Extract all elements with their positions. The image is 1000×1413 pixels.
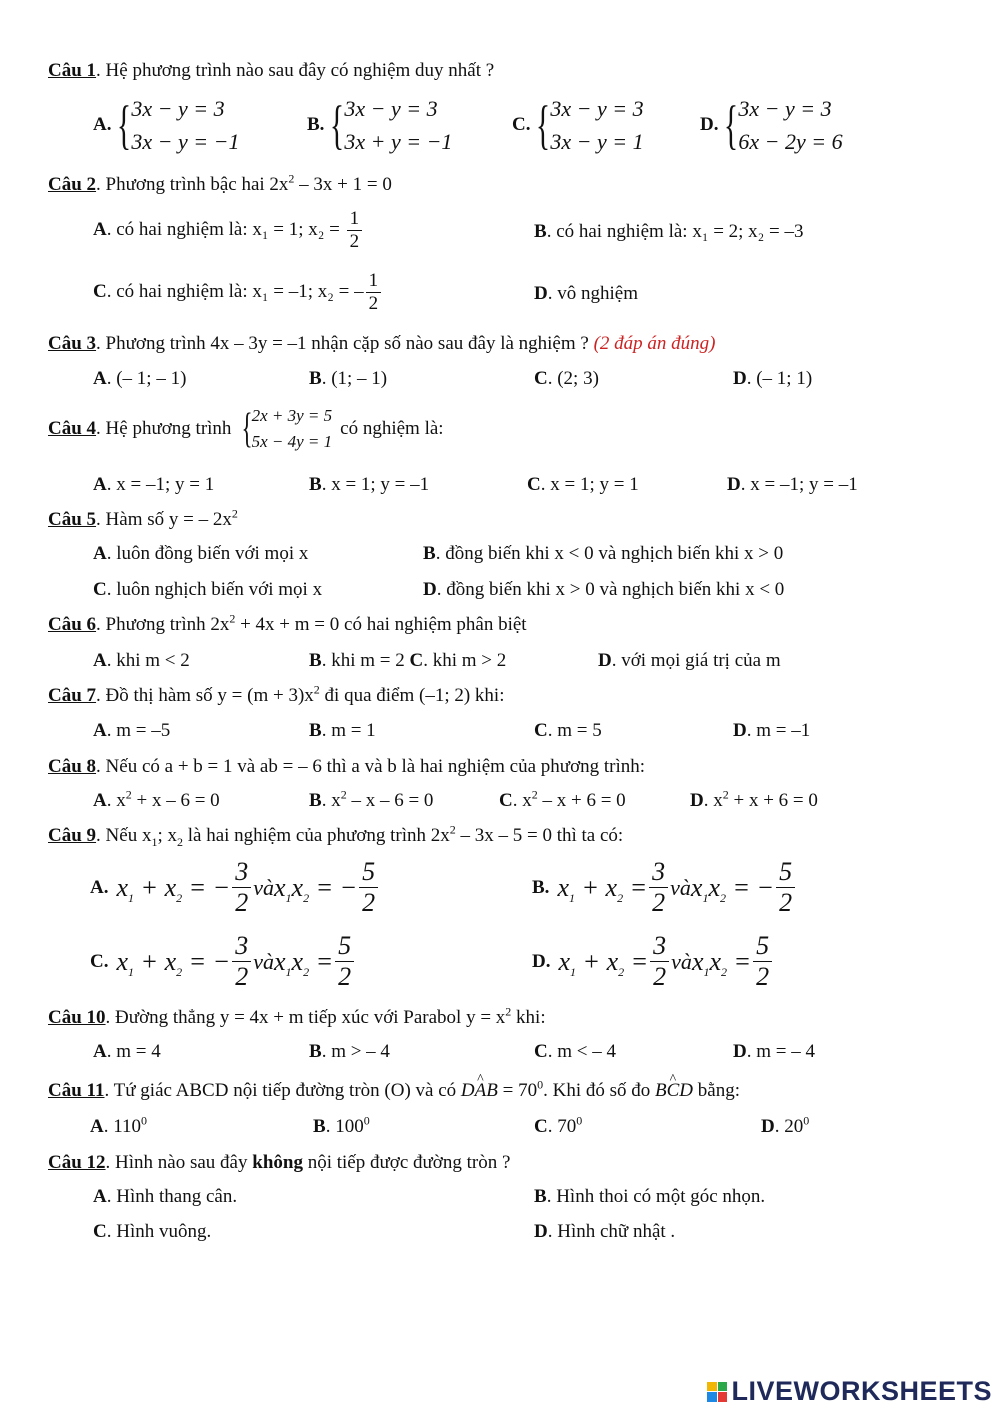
question-7 xyxy=(48,682,505,707)
question-text: – 3x + 1 = 0 xyxy=(294,174,392,195)
option-text: . khi m > 2 xyxy=(423,650,507,671)
fraction xyxy=(347,208,363,253)
brace-icon: { xyxy=(117,95,132,155)
option-text: . m = 5 xyxy=(547,720,602,741)
exponent: 2 xyxy=(288,171,295,186)
denominator: 2 xyxy=(756,962,770,991)
option-text: . m = 1 xyxy=(321,720,376,741)
sum-expr: $x_1 + x_2$ = − xyxy=(116,946,231,979)
question-text: . Đồ thị hàm số y = (m + 3)x xyxy=(96,685,314,706)
option-12d[interactable] xyxy=(534,1221,675,1243)
denominator: 2 xyxy=(349,231,360,252)
equation-line: 3x + y = −1 xyxy=(344,129,453,154)
option-text: . đồng biến khi x < 0 và nghịch biến khi x > 0 xyxy=(435,543,784,564)
question-10 xyxy=(48,1004,546,1029)
question-text: có nghiệm là: xyxy=(340,418,444,439)
option-5a[interactable] xyxy=(93,543,308,565)
question-label: Câu 1 xyxy=(48,60,97,81)
question-text: . Đường thẳng y = 4x + m tiếp xúc với Parabol y = x xyxy=(105,1007,506,1028)
question-11 xyxy=(48,1077,740,1102)
numerator: 1 xyxy=(366,270,382,293)
option-letter: B xyxy=(534,1186,547,1207)
option-6b[interactable] xyxy=(309,650,506,672)
degree-mark: 0 xyxy=(576,1113,583,1128)
question-5 xyxy=(48,506,238,531)
option-letter: D xyxy=(423,579,437,600)
option-text: . x = –1; y = –1 xyxy=(740,474,858,495)
option-letter: D xyxy=(733,368,747,389)
question-12 xyxy=(48,1152,510,1174)
option-10c[interactable] xyxy=(534,1041,616,1063)
numerator: 1 xyxy=(347,208,363,231)
denominator: 2 xyxy=(235,888,249,917)
option-letter: D xyxy=(534,1221,548,1242)
question-label: Câu 4 xyxy=(48,418,97,439)
option-8d[interactable] xyxy=(690,787,818,812)
option-2c[interactable] xyxy=(93,270,383,315)
question-3 xyxy=(48,333,716,355)
option-text: . Hình thang cân. xyxy=(106,1186,238,1207)
option-4d[interactable] xyxy=(727,474,858,496)
sum-expr: $x_1 + x_2$ = − xyxy=(116,872,231,905)
option-text: + x – 6 = 0 xyxy=(131,790,220,811)
option-text: . có hai nghiệm là: x₁ = 2; x₂ = –3 xyxy=(546,221,804,242)
exponent: 2 xyxy=(340,787,347,802)
option-letter: B xyxy=(309,368,322,389)
question-label: Câu 2 xyxy=(48,174,97,195)
option-3a[interactable] xyxy=(93,368,186,390)
numerator: 3 xyxy=(232,931,251,962)
option-10a[interactable] xyxy=(93,1041,161,1063)
option-8a[interactable] xyxy=(93,787,220,812)
option-letter: C xyxy=(93,280,107,302)
option-letter: C. xyxy=(90,950,109,972)
exponent: 2 xyxy=(505,1004,512,1019)
option-letter: B xyxy=(309,474,322,495)
option-text: . có hai nghiệm là: x₁ = 1; x₂ = xyxy=(106,218,345,240)
question-text: . Tứ giác ABCD nội tiếp đường tròn (O) và có xyxy=(104,1080,461,1101)
angle-dab xyxy=(461,1080,498,1101)
option-text: . m = 4 xyxy=(106,1041,161,1062)
option-letter: A. xyxy=(93,114,112,135)
option-9c[interactable] xyxy=(90,931,356,992)
question-text: đi qua điểm (–1; 2) khi: xyxy=(319,685,505,706)
and-text: và xyxy=(670,874,691,900)
question-label: Câu 11 xyxy=(48,1080,105,1101)
option-text: . x = –1; y = 1 xyxy=(106,474,215,495)
option-letter: B xyxy=(309,650,322,671)
option-text: . (– 1; – 1) xyxy=(106,368,187,389)
exponent: 2 xyxy=(231,506,238,521)
question-9 xyxy=(48,822,624,849)
exponent: 2 xyxy=(531,787,538,802)
equation-line: 3x − y = 3 xyxy=(550,96,644,121)
option-text: . 100 xyxy=(325,1116,364,1137)
option-letter: A xyxy=(93,368,107,389)
option-text: . (– 1; 1) xyxy=(746,368,813,389)
option-10d[interactable] xyxy=(733,1041,815,1063)
option-4b[interactable] xyxy=(309,474,429,496)
option-letter: D xyxy=(761,1116,775,1137)
logo-icon xyxy=(707,1382,727,1402)
option-5b[interactable] xyxy=(423,543,783,565)
option-letter: C xyxy=(534,1116,548,1137)
fraction xyxy=(776,857,795,918)
sign: − xyxy=(756,872,775,902)
product-expr: $x_1x_2$ = − xyxy=(690,872,775,905)
question-text: . Hàm số y = – 2x xyxy=(96,509,232,530)
liveworksheets-logo[interactable] xyxy=(707,1376,992,1407)
option-3d[interactable] xyxy=(733,368,812,390)
option-letter: C xyxy=(534,1041,548,1062)
option-letter: B xyxy=(313,1116,326,1137)
brace-icon: { xyxy=(241,406,254,452)
exponent: 2 xyxy=(722,787,729,802)
option-11a[interactable] xyxy=(90,1113,148,1138)
question-text: . Khi đó số đo xyxy=(543,1080,655,1101)
sum-expr: $x_1 + x_2$ = xyxy=(558,946,649,979)
option-text: . luôn nghịch biến với mọi x xyxy=(106,579,323,600)
and-text: và xyxy=(671,948,692,974)
equation-line: 2x + 3y = 5 xyxy=(251,406,333,425)
option-2d[interactable] xyxy=(534,283,638,305)
option-text: – x – 6 = 0 xyxy=(346,790,434,811)
degree-mark: 0 xyxy=(803,1113,810,1128)
option-10b[interactable] xyxy=(309,1041,390,1063)
angle-letter: D xyxy=(460,1080,475,1101)
question-label: Câu 3 xyxy=(48,333,97,354)
option-letter: A xyxy=(93,720,107,741)
option-8b[interactable] xyxy=(309,787,434,812)
angle-bcd xyxy=(655,1080,693,1101)
option-text: . (1; – 1) xyxy=(321,368,388,389)
option-12c[interactable] xyxy=(93,1221,211,1243)
angle-letter: B xyxy=(486,1080,498,1101)
fraction xyxy=(232,931,251,992)
option-text: . đồng biến khi x > 0 và nghịch biến khi x < 0 xyxy=(436,579,785,600)
option-5d[interactable] xyxy=(423,579,784,601)
fraction xyxy=(232,857,251,918)
question-text: – 3x – 5 = 0 thì ta có: xyxy=(455,825,624,846)
degree-mark: 0 xyxy=(363,1113,370,1128)
option-letter: A xyxy=(93,1041,107,1062)
angle-letter: D xyxy=(679,1080,694,1101)
option-4c[interactable] xyxy=(527,474,639,496)
option-text: . với mọi giá trị của m xyxy=(611,650,781,671)
option-letter: C. xyxy=(512,114,531,135)
option-letter: B xyxy=(309,720,322,741)
option-letter: D xyxy=(733,720,747,741)
option-12b[interactable] xyxy=(534,1186,765,1208)
degree-mark: 0 xyxy=(141,1113,148,1128)
equation-system xyxy=(237,403,332,455)
option-text: . m = – 4 xyxy=(746,1041,815,1062)
option-3b[interactable] xyxy=(309,368,387,390)
equation-line: 3x − y = 3 xyxy=(344,96,438,121)
option-letter: D xyxy=(690,790,704,811)
option-11d[interactable] xyxy=(761,1113,810,1138)
option-letter: A. xyxy=(90,876,109,898)
option-7d[interactable] xyxy=(733,720,810,742)
question-text: nội tiếp được đường tròn ? xyxy=(302,1152,511,1173)
option-letter: A xyxy=(93,218,107,240)
option-letter: C xyxy=(499,790,513,811)
option-letter: D xyxy=(727,474,741,495)
angle-vertex: ^ C xyxy=(667,1080,680,1102)
and-text: và xyxy=(253,948,274,974)
sign: − xyxy=(212,872,231,902)
question-text: + 4x + m = 0 có hai nghiệm phân biệt xyxy=(235,614,527,635)
question-label: Câu 10 xyxy=(48,1007,106,1028)
denominator: 2 xyxy=(338,962,352,991)
option-11b[interactable] xyxy=(313,1113,370,1138)
option-text: . luôn đồng biến với mọi x xyxy=(106,543,309,564)
option-letter: D. xyxy=(532,950,551,972)
product-expr: $x_1x_2$ = xyxy=(273,946,334,979)
option-text: . x xyxy=(106,790,126,811)
question-label: Câu 9 xyxy=(48,825,97,846)
option-7b[interactable] xyxy=(309,720,376,742)
option-letter: C xyxy=(93,1221,107,1242)
numerator: 5 xyxy=(359,857,378,888)
option-text: . m > – 4 xyxy=(321,1041,390,1062)
option-letter: B. xyxy=(307,114,325,135)
option-text: + x + 6 = 0 xyxy=(728,790,818,811)
angle-letter: B xyxy=(655,1080,667,1101)
option-text: . khi m = 2 xyxy=(321,650,410,671)
sign: − xyxy=(339,872,358,902)
option-letter: C xyxy=(527,474,541,495)
question-text: . Phương trình bậc hai 2x xyxy=(96,174,289,195)
option-text: . 70 xyxy=(547,1116,577,1137)
option-1c[interactable] xyxy=(512,92,644,158)
option-letter: A xyxy=(93,790,107,811)
numerator: 3 xyxy=(649,857,668,888)
option-text: . m = –1 xyxy=(746,720,811,741)
denominator: 2 xyxy=(779,888,793,917)
question-label: Câu 6 xyxy=(48,614,97,635)
question-text: . Nếu có a + b = 1 và ab = – 6 thì a và b là hai nghiệm của phương trình: xyxy=(96,756,646,777)
denominator: 2 xyxy=(653,962,667,991)
question-1 xyxy=(48,60,494,82)
brace-icon: { xyxy=(536,95,551,155)
option-letter: C xyxy=(534,368,548,389)
fraction xyxy=(359,857,378,918)
option-letter: A xyxy=(93,1186,107,1207)
option-text: . (2; 3) xyxy=(547,368,599,389)
option-letter: D. xyxy=(700,114,719,135)
option-1d[interactable] xyxy=(700,92,843,158)
question-text: . Nếu x xyxy=(96,825,152,846)
numerator: 5 xyxy=(776,857,795,888)
question-label: Câu 12 xyxy=(48,1152,106,1173)
option-letter: A xyxy=(93,543,107,564)
equation-line: 3x − y = −1 xyxy=(131,129,240,154)
option-1b[interactable] xyxy=(307,92,452,158)
option-text: . Hình chữ nhật . xyxy=(547,1221,676,1242)
fraction xyxy=(366,270,382,315)
question-4 xyxy=(48,403,444,455)
option-8c[interactable] xyxy=(499,787,626,812)
option-text: . 110 xyxy=(103,1116,142,1137)
answer-note: (2 đáp án đúng) xyxy=(593,333,716,354)
option-4a[interactable] xyxy=(93,474,214,496)
equation-line: 6x − 2y = 6 xyxy=(738,129,843,154)
option-text: – x + 6 = 0 xyxy=(537,790,626,811)
question-text: . Phương trình 4x – 3y = –1 nhận cặp số nào sau đây là nghiệm ? xyxy=(96,333,594,354)
option-text: . Hình vuông. xyxy=(106,1221,212,1242)
option-1a[interactable] xyxy=(93,92,239,158)
question-text: khi: xyxy=(511,1007,546,1028)
denominator: 2 xyxy=(368,293,379,314)
brace-icon: { xyxy=(330,95,345,155)
option-12a[interactable] xyxy=(93,1186,237,1208)
question-label: Câu 8 xyxy=(48,756,97,777)
option-letter: C xyxy=(534,720,548,741)
option-9b[interactable] xyxy=(532,857,797,918)
exponent: 2 xyxy=(229,611,236,626)
question-label: Câu 7 xyxy=(48,685,97,706)
exponent: 2 xyxy=(313,682,320,697)
question-8 xyxy=(48,756,645,778)
subscript: 1 xyxy=(151,834,158,849)
option-text: . khi m < 2 xyxy=(106,650,190,671)
option-5c[interactable] xyxy=(93,579,322,601)
option-letter: A xyxy=(93,650,107,671)
numerator: 5 xyxy=(335,931,354,962)
option-letter[interactable]: C xyxy=(409,650,424,671)
equation-line: 3x − y = 3 xyxy=(131,96,225,121)
option-9a[interactable] xyxy=(90,857,380,918)
brace-icon: { xyxy=(724,95,739,155)
option-letter: B xyxy=(309,1041,322,1062)
option-letter: D xyxy=(733,1041,747,1062)
option-7c[interactable] xyxy=(534,720,602,742)
option-letter: B xyxy=(309,790,322,811)
numerator: 3 xyxy=(232,857,251,888)
logo-text: LIVEWORKSHEETS xyxy=(731,1376,992,1406)
equation-line: 3x − y = 1 xyxy=(550,129,644,154)
option-6a[interactable] xyxy=(93,650,190,672)
option-text: . x xyxy=(703,790,723,811)
exponent: 2 xyxy=(125,787,132,802)
question-text: ; x xyxy=(157,825,177,846)
option-3c[interactable] xyxy=(534,368,599,390)
option-text: . vô nghiệm xyxy=(547,283,638,304)
option-text: . 20 xyxy=(774,1116,804,1137)
option-text: . x xyxy=(321,790,341,811)
equation-line: 3x − y = 3 xyxy=(738,96,832,121)
and-text: và xyxy=(253,874,274,900)
option-text: . m < – 4 xyxy=(547,1041,616,1062)
numerator: 3 xyxy=(650,931,669,962)
fraction xyxy=(753,931,772,992)
option-letter: D xyxy=(534,283,548,304)
question-text: . Hệ phương trình nào sau đây có nghiệm duy nhất ? xyxy=(96,60,495,81)
option-text: . x xyxy=(512,790,532,811)
question-6 xyxy=(48,611,527,636)
question-text: bằng: xyxy=(693,1080,740,1101)
question-2 xyxy=(48,171,392,196)
fraction xyxy=(335,931,354,992)
option-7a[interactable] xyxy=(93,720,170,742)
numerator: 5 xyxy=(753,931,772,962)
option-letter: B xyxy=(534,221,547,242)
option-letter: B xyxy=(423,543,436,564)
option-letter: B. xyxy=(532,876,550,898)
option-9d[interactable] xyxy=(532,931,774,992)
angle-vertex: ^ A xyxy=(475,1080,487,1102)
option-text: . x = 1; y = –1 xyxy=(321,474,430,495)
angle-value: = 70 xyxy=(497,1080,538,1101)
emphasis-text: không xyxy=(252,1152,303,1173)
question-text: . Hệ phương trình xyxy=(96,418,232,439)
option-text: . x = 1; y = 1 xyxy=(540,474,639,495)
question-text: . Phương trình 2x xyxy=(96,614,230,635)
option-text: . có hai nghiệm là: x₁ = –1; x₂ = – xyxy=(106,280,364,302)
sign: − xyxy=(212,946,231,976)
equation-line: 5x − 4y = 1 xyxy=(251,432,333,451)
question-label: Câu 5 xyxy=(48,509,97,530)
option-letter: A xyxy=(93,474,107,495)
option-2a[interactable] xyxy=(93,208,364,253)
fraction xyxy=(649,857,668,918)
option-letter: D xyxy=(598,650,612,671)
option-letter: C xyxy=(93,579,107,600)
fraction xyxy=(650,931,669,992)
option-letter: A xyxy=(90,1116,104,1137)
product-expr: $x_1x_2$ = − xyxy=(273,872,358,905)
option-6d[interactable] xyxy=(598,650,781,672)
question-text: . Hình nào sau đây xyxy=(105,1152,253,1173)
option-2b[interactable] xyxy=(534,221,804,243)
degree-mark: 0 xyxy=(537,1077,544,1092)
sum-expr: $x_1 + x_2$ = xyxy=(557,872,648,905)
denominator: 2 xyxy=(362,888,376,917)
product-expr: $x_1x_2$ = xyxy=(691,946,752,979)
subscript: 2 xyxy=(176,834,183,849)
option-text: . Hình thoi có một góc nhọn. xyxy=(546,1186,766,1207)
option-text: . m = –5 xyxy=(106,720,171,741)
denominator: 2 xyxy=(235,962,249,991)
question-text: là hai nghiệm của phương trình 2x xyxy=(182,825,450,846)
exponent: 2 xyxy=(449,822,456,837)
option-11c[interactable] xyxy=(534,1113,583,1138)
denominator: 2 xyxy=(652,888,666,917)
